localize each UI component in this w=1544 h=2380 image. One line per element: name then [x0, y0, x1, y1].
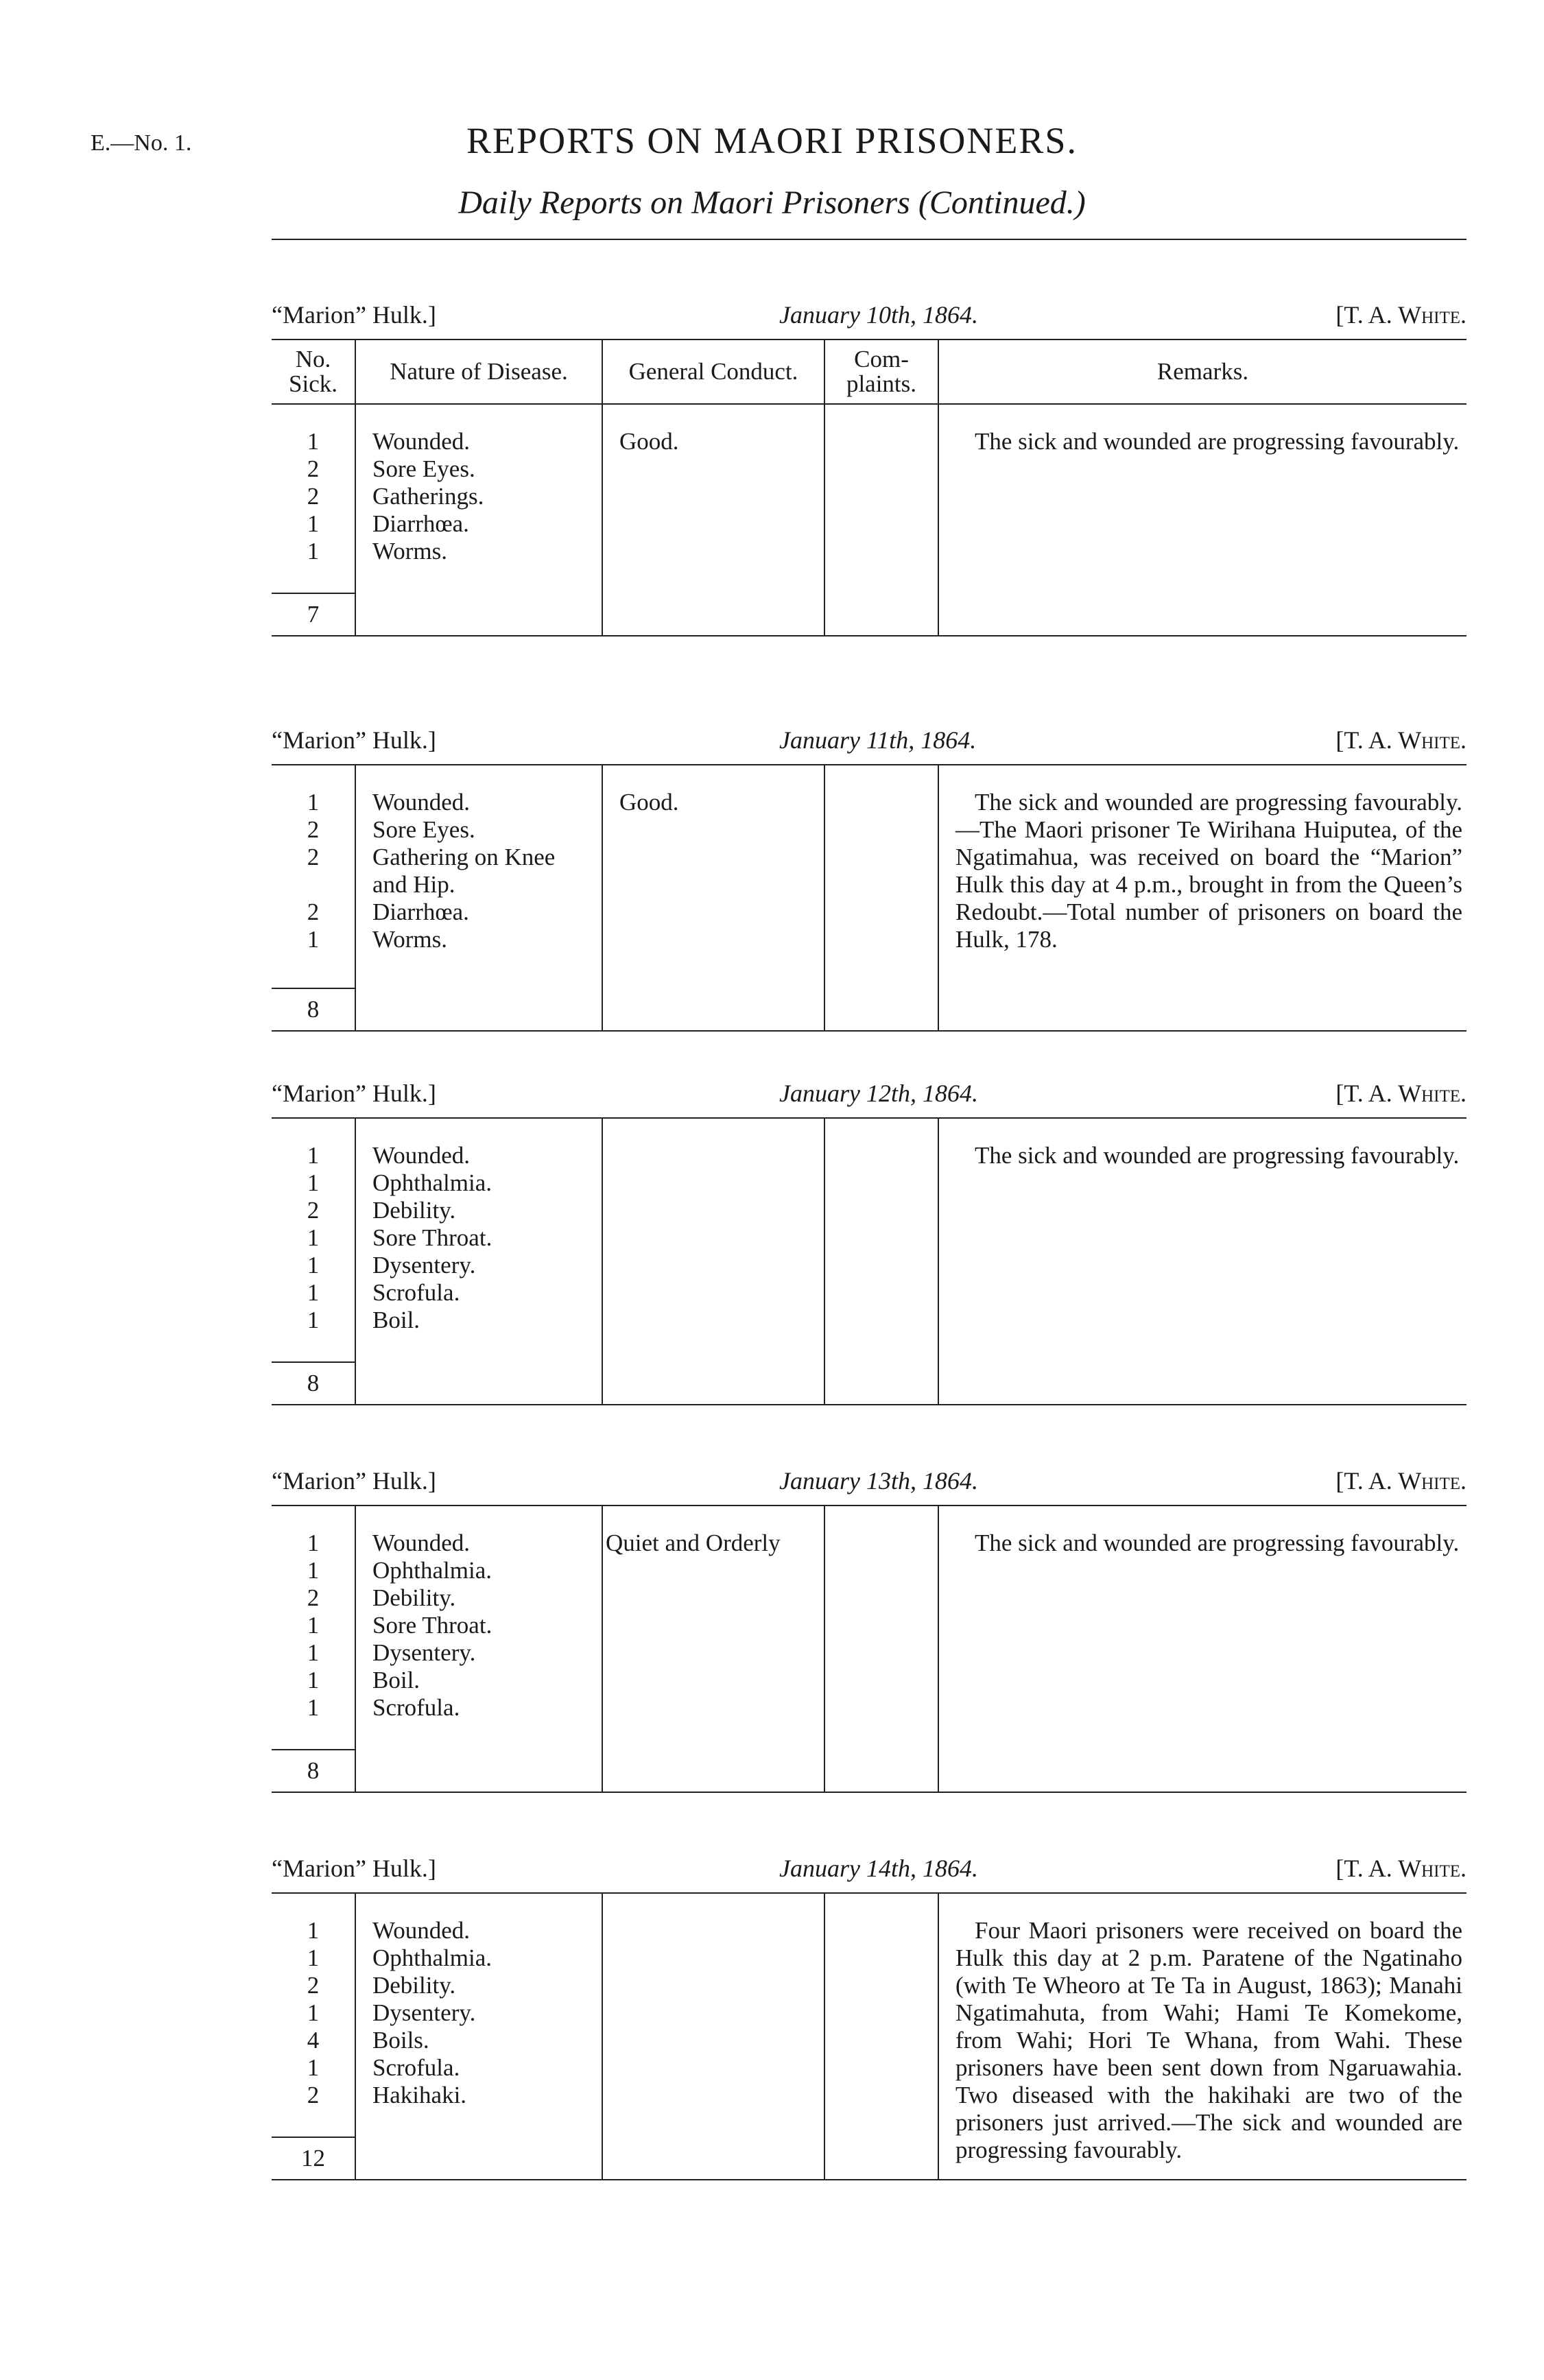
list-line: Boil.	[372, 1307, 420, 1333]
list-line: Sore Throat.	[372, 1224, 492, 1251]
sick-counts	[272, 404, 355, 593]
empty-cell	[824, 1750, 938, 1792]
list-line: 2	[307, 2082, 320, 2108]
list-line: 1	[307, 1307, 320, 1333]
list-line: 1	[307, 2054, 320, 2081]
vessel-name: “Marion” Hulk.]	[272, 1855, 436, 1882]
list-line: Worms.	[372, 926, 447, 953]
empty-cell	[602, 1362, 824, 1405]
list-line: Gatherings.	[372, 483, 484, 510]
remarks: Four Maori prisoners were received on board the Hulk this day at 2 p.m. Paratene of the Ngatinaho (with Te Wheoro at Te Ta in August, 1863); Manahi Ngatimahuta, from Wahi; Hami Te Komekome, from Wahi; Hori Te Whana, from Wahi. These prisoners have been sent down from Ngaruawahia. Two diseased with the hakihaki are two of the prisoners just arrived.—The sick and wounded are progressing favourably.	[938, 1893, 1466, 2180]
list-line: 1	[307, 789, 320, 816]
list-line: 1	[307, 510, 320, 537]
list-line: Hakihaki.	[372, 2082, 467, 2108]
report-date: January 14th, 1864.	[779, 1855, 978, 1882]
report-body-row	[272, 1893, 1466, 2137]
report-body-row	[272, 1118, 1466, 1362]
report-table	[272, 1892, 1466, 2180]
report-body-row	[272, 765, 1466, 988]
sick-counts	[272, 1506, 355, 1750]
list-line: 1	[307, 926, 320, 953]
empty-cell	[602, 1750, 824, 1792]
remarks: The sick and wounded are progressing favourably.—The Maori prisoner Te Wirihana Huiputea, of the Ngatimahua, was received on board the “Marion” Hulk this day at 4 p.m., brought in from the Queen’s Redoubt.—Total number of prisoners on board the Hulk, 178.	[938, 765, 1466, 1031]
report-header	[272, 720, 1466, 764]
list-line: Sore Throat.	[372, 1612, 492, 1639]
empty-cell	[355, 593, 602, 636]
list-line: 1	[307, 1224, 320, 1251]
vessel-name: “Marion” Hulk.]	[272, 726, 436, 754]
total-sick: 8	[272, 988, 355, 1031]
list-line: 2	[307, 483, 320, 510]
report-january-10	[272, 295, 1466, 636]
list-line: 1	[307, 1252, 320, 1278]
list-line: 1	[307, 1917, 320, 1944]
empty-cell	[824, 988, 938, 1031]
list-line: 1	[307, 1612, 320, 1639]
list-line: Worms.	[372, 538, 447, 564]
reporting-officer: [T. A. White.	[1335, 726, 1466, 754]
report-header	[272, 1461, 1466, 1505]
disease-list	[355, 765, 602, 988]
list-line: Ophthalmia.	[372, 1169, 492, 1196]
empty-cell	[355, 988, 602, 1031]
report-header	[272, 295, 1466, 339]
list-line: Debility.	[372, 1972, 456, 1999]
complaints	[824, 1506, 938, 1750]
page-title: REPORTS ON MAORI PRISONERS.	[466, 120, 1078, 161]
report-table	[272, 339, 1466, 636]
empty-cell	[355, 1362, 602, 1405]
report-date: January 10th, 1864.	[779, 301, 978, 329]
list-line: Wounded.	[372, 1142, 471, 1169]
report-date: January 13th, 1864.	[779, 1467, 978, 1495]
column-header-remarks: Remarks.	[938, 340, 1466, 404]
list-line: Ophthalmia.	[372, 1557, 492, 1584]
disease-list	[355, 1893, 602, 2137]
report-january-14	[272, 1848, 1466, 2180]
page-subtitle: Daily Reports on Maori Prisoners (Continued.)	[458, 185, 1086, 221]
list-line: Gathering on Knee	[372, 844, 556, 870]
general-conduct	[602, 1893, 824, 2137]
list-line: 1	[307, 1639, 320, 1666]
list-line: 2	[307, 844, 320, 870]
reporting-officer: [T. A. White.	[1335, 1467, 1466, 1495]
complaints	[824, 1118, 938, 1362]
list-line: 1	[307, 1142, 320, 1169]
list-line: 1	[307, 1530, 320, 1556]
column-header-nature: Nature of Disease.	[355, 340, 602, 404]
list-line: 2	[307, 899, 320, 925]
list-line: 1	[307, 1694, 320, 1721]
column-header-no-sick: No. Sick.	[272, 340, 355, 404]
report-body-row	[272, 404, 1466, 593]
report-date: January 11th, 1864.	[779, 726, 977, 754]
disease-list	[355, 404, 602, 593]
list-line: Dysentery.	[372, 1252, 476, 1278]
list-line: Scrofula.	[372, 1279, 460, 1306]
complaints	[824, 765, 938, 988]
report-date: January 12th, 1864.	[779, 1080, 978, 1107]
report-table	[272, 764, 1466, 1032]
report-body-row	[272, 1506, 1466, 1750]
vessel-name: “Marion” Hulk.]	[272, 1467, 436, 1495]
list-line: 1	[307, 538, 320, 564]
complaints	[824, 1893, 938, 2137]
total-sick: 12	[272, 2137, 355, 2180]
remarks: The sick and wounded are progressing favourably.	[938, 1506, 1466, 1792]
list-line: 2	[307, 1584, 320, 1611]
list-line: Debility.	[372, 1584, 456, 1611]
list-line: and Hip.	[372, 871, 455, 898]
list-line: 1	[307, 1279, 320, 1306]
list-line: Boils.	[372, 2027, 429, 2054]
list-line: Diarrhœa.	[372, 899, 469, 925]
vessel-name: “Marion” Hulk.]	[272, 301, 436, 329]
column-header-conduct: General Conduct.	[602, 340, 824, 404]
total-sick: 7	[272, 593, 355, 636]
vessel-name: “Marion” Hulk.]	[272, 1080, 436, 1107]
title-divider	[272, 239, 1466, 240]
empty-cell	[824, 593, 938, 636]
disease-list	[355, 1506, 602, 1750]
total-sick: 8	[272, 1750, 355, 1792]
list-line: Ophthalmia.	[372, 1944, 492, 1971]
complaints	[824, 404, 938, 593]
list-line: Boil.	[372, 1667, 420, 1693]
general-conduct	[602, 1118, 824, 1362]
report-january-12	[272, 1073, 1466, 1405]
list-line: 4	[307, 2027, 320, 2054]
empty-cell	[355, 1750, 602, 1792]
list-line: Wounded.	[372, 1917, 471, 1944]
list-line: Scrofula.	[372, 1694, 460, 1721]
reporting-officer: [T. A. White.	[1335, 301, 1466, 329]
list-line	[272, 871, 355, 899]
disease-list	[355, 1118, 602, 1362]
empty-cell	[602, 593, 824, 636]
column-header-row	[272, 340, 1466, 404]
general-conduct: Quiet and Orderly	[602, 1506, 824, 1750]
list-line: Wounded.	[372, 789, 471, 816]
list-line: 2	[307, 816, 320, 843]
list-line: Diarrhœa.	[372, 510, 469, 537]
sick-counts	[272, 1118, 355, 1362]
list-line: Sore Eyes.	[372, 455, 475, 482]
list-line: 1	[307, 1557, 320, 1584]
empty-cell	[824, 1362, 938, 1405]
column-header-complaints: Com- plaints.	[824, 340, 938, 404]
page-reference: E.—No. 1.	[91, 130, 192, 156]
general-conduct: Good.	[602, 765, 824, 988]
sick-counts	[272, 1893, 355, 2137]
list-line: Scrofula.	[372, 2054, 460, 2081]
empty-cell	[602, 2137, 824, 2180]
report-header	[272, 1848, 1466, 1892]
list-line: Wounded.	[372, 1530, 471, 1556]
sick-counts	[272, 765, 355, 988]
empty-cell	[602, 988, 824, 1031]
list-line: 2	[307, 1197, 320, 1224]
list-line: 1	[307, 1667, 320, 1693]
total-sick: 8	[272, 1362, 355, 1405]
list-line: 1	[307, 428, 320, 455]
list-line: 1	[307, 1999, 320, 2026]
list-line: Debility.	[372, 1197, 456, 1224]
remarks: The sick and wounded are progressing favourably.	[938, 404, 1466, 636]
list-line: 1	[307, 1944, 320, 1971]
empty-cell	[824, 2137, 938, 2180]
empty-cell	[355, 2137, 602, 2180]
report-january-13	[272, 1461, 1466, 1793]
report-header	[272, 1073, 1466, 1117]
report-table	[272, 1117, 1466, 1405]
general-conduct: Good.	[602, 404, 824, 593]
reporting-officer: [T. A. White.	[1335, 1080, 1466, 1107]
reporting-officer: [T. A. White.	[1335, 1855, 1466, 1882]
list-line: 1	[307, 1169, 320, 1196]
report-table	[272, 1505, 1466, 1793]
report-january-11	[272, 720, 1466, 1032]
list-line: 2	[307, 455, 320, 482]
list-line: Dysentery.	[372, 1639, 476, 1666]
remarks: The sick and wounded are progressing favourably.	[938, 1118, 1466, 1405]
list-line: Dysentery.	[372, 1999, 476, 2026]
list-line: 2	[307, 1972, 320, 1999]
list-line: Sore Eyes.	[372, 816, 475, 843]
list-line: Wounded.	[372, 428, 471, 455]
